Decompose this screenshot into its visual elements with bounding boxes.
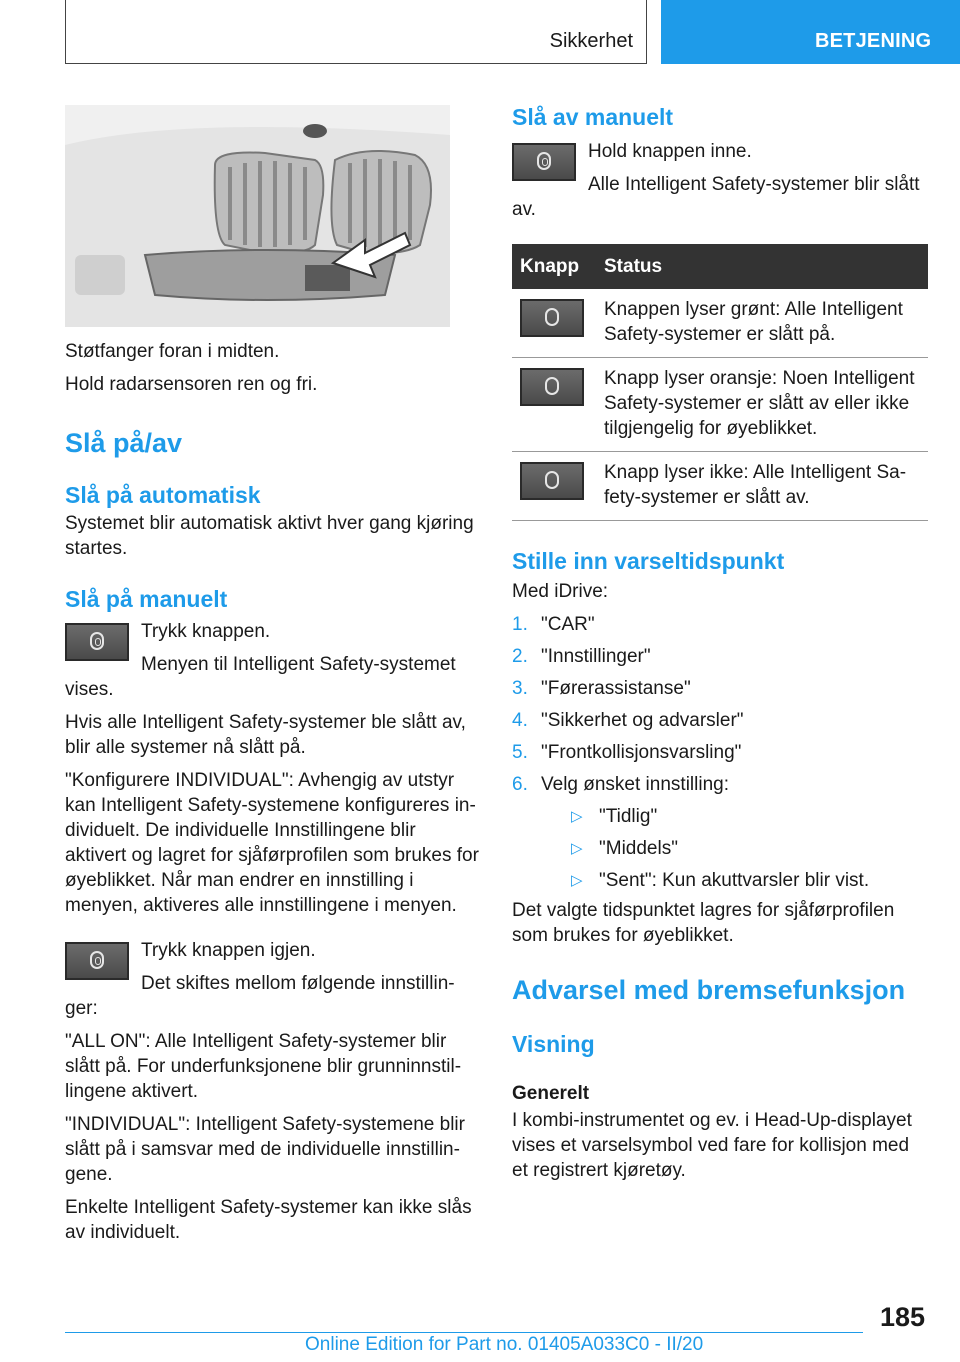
safety-button-image (512, 143, 576, 181)
heading-switch-off-manual: Slå av manuelt (512, 104, 674, 130)
safety-button-image (520, 299, 584, 337)
shield-car-icon (545, 471, 559, 489)
right-column (512, 100, 928, 1183)
heading-brake-warning: Advarsel med bremsefunksjon (512, 975, 906, 1005)
status-orange: Knapp lyser oransje: Noen Intelligent Safety-systemer er slått av eller ikke tilgjengelig for øyeblikket. (596, 358, 928, 452)
list-item: 6. Velg ønsket innstilling: ▷ "Tidlig" ▷ "Middels" ▷ "Sent": Kun akuttvarsler blir vist. (512, 772, 928, 893)
safety-button-image (65, 623, 129, 661)
list-item: 2. "Innstillinger" (512, 646, 651, 667)
footer-divider (65, 1332, 863, 1333)
page-number: 185 (880, 1302, 926, 1332)
list-item: ▷ "Middels" (571, 838, 678, 859)
car-front-bumper-photo (65, 105, 450, 327)
header-section-title: Sikkerhet (549, 30, 633, 52)
status-green: Knappen lyser grønt: Alle Intelligent Safety-systemer er slått på. (596, 289, 928, 358)
footer-edition: Online Edition for Part no. 01405A033C0 - II/20 (305, 1334, 704, 1355)
list-item: ▷ "Tidlig" (571, 806, 658, 827)
text-press-button: Trykk knappen. (141, 621, 271, 642)
text-general: I kombi-instrumentet og ev. i Head-Up-displayet vises et varselsymbol ved fare for kollisjon med et registrert kjøretøy. (512, 1110, 912, 1181)
heading-display: Visning (512, 1031, 595, 1057)
heading-general: Generelt (512, 1083, 590, 1104)
table-header-knapp: Knapp (512, 244, 596, 289)
header-chapter-tab: BETJENING (661, 0, 960, 64)
text-some-cannot: Enkelte Intelligent Safety-systemer kan ikke slås av individuelt. (65, 1197, 472, 1243)
idrive-steps (512, 612, 928, 893)
text-press-again: Trykk knappen igjen. (141, 940, 316, 961)
heading-switch-on-auto: Slå på automatisk (65, 482, 261, 508)
text-menu-shown: Menyen til Intelligent Safety-systemet vises. (65, 654, 456, 700)
header-section-box (65, 0, 647, 64)
safety-button-image (520, 462, 584, 500)
safety-button-image (520, 368, 584, 406)
shield-car-icon (545, 377, 559, 395)
table-header-status: Status (596, 244, 928, 289)
text-all-off: Hvis alle Intelligent Safety-systemer ble slått av, blir alle systemer nå slått på. (65, 712, 466, 758)
text-toggle-settings: Det skiftes mellom følgende innstillinger: (65, 973, 455, 1019)
off-button-row (512, 139, 928, 222)
text-hold-button: Hold knappen inne. (588, 141, 752, 162)
text-auto: Systemet blir automatisk aktivt hver gang kjøring startes. (65, 513, 474, 559)
shield-car-icon (90, 951, 104, 969)
manual-button-row (65, 619, 480, 702)
table-header-row (512, 244, 928, 289)
table-row (512, 452, 928, 521)
heading-warning-time: Stille inn varseltidspunkt (512, 548, 785, 574)
triangle-bullet-icon: ▷ (571, 872, 583, 889)
text-individual: "INDIVIDUAL": Intelligent Safety-systemene blir slått på i samsvar med de individuelle innstillingene. (65, 1114, 465, 1185)
table-row (512, 358, 928, 452)
safety-button-image (65, 942, 129, 980)
bumper-illustration (65, 105, 450, 327)
status-off: Knapp lyser ikke: Alle Intelligent Safety-systemer er slått av. (596, 452, 928, 521)
text-configure-individual: "Konfigurere INDIVIDUAL": Avhengig av utstyr kan Intelligent Safety-systemene konfigureres individuelt. De individuelle Innstillingene blir aktivert og lagret for sjåførprofilen som brukes for øyeblikket. Når man endrer en innstilling i menyen, aktiveres alle innstillingene i menyen. (65, 770, 479, 916)
list-item: 5. "Frontkollisjonsvarsling" (512, 742, 742, 763)
text-with-idrive: Med iDrive: (512, 581, 609, 602)
text-time-saved: Det valgte tidspunktet lagres for sjåførprofilen som brukes for øyeblikket. (512, 900, 895, 946)
button-status-table (512, 244, 928, 521)
heading-switch-on-manual: Slå på manuelt (65, 586, 228, 612)
triangle-bullet-icon: ▷ (571, 840, 583, 857)
shield-car-icon (90, 632, 104, 650)
again-button-row (65, 938, 480, 1021)
list-item: 4. "Sikkerhet og advarsler" (512, 710, 744, 731)
left-column (65, 100, 480, 1245)
triangle-bullet-icon: ▷ (571, 808, 583, 825)
shield-car-icon (545, 308, 559, 326)
text-all-switched-off: Alle Intelligent Safety-systemer blir slått av. (512, 174, 920, 220)
heading-switch-on-off: Slå på/av (65, 428, 183, 458)
shield-car-icon (537, 152, 551, 170)
table-row (512, 289, 928, 358)
text-all-on: "ALL ON": Alle Intelligent Safety-systemer blir slått på. For underfunksjonene blir grunninnstillingene aktivert. (65, 1031, 462, 1102)
setting-options (541, 804, 928, 893)
list-item: ▷ "Sent": Kun akuttvarsler blir vist. (571, 870, 870, 891)
caption-keep-clean: Hold radarsensoren ren og fri. (65, 374, 318, 395)
list-item: 3. "Førerassistanse" (512, 678, 691, 699)
caption-bumper-center: Støtfanger foran i midten. (65, 341, 280, 362)
list-item: 1. "CAR" (512, 614, 595, 635)
